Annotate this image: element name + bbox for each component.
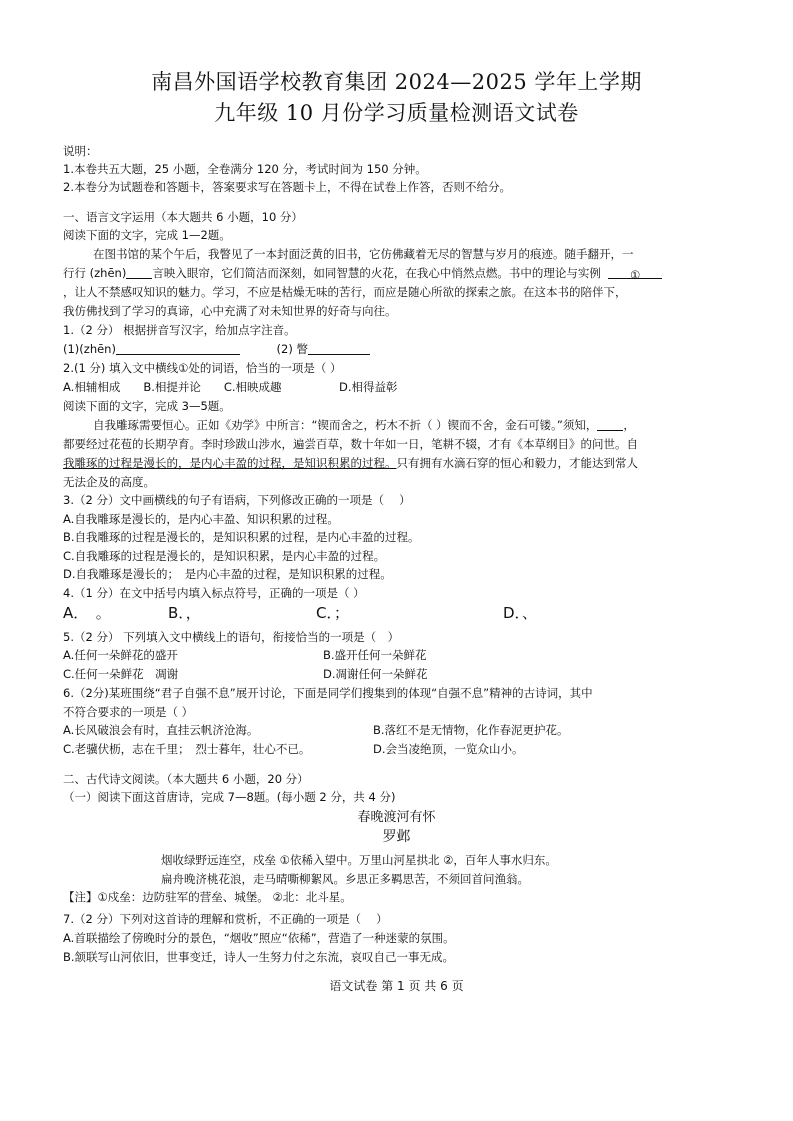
section1-heading: 一、语言文字运用（本大题共 6 小题，10 分） — [63, 210, 303, 224]
passage1-line1: 在图书馆的某个午后，我瞥见了一本封面泛黄的旧书，它仿佛藏着无尽的智慧与岁月的痕迹。随手翻开，一 — [93, 247, 634, 261]
underlined-sentence: 我雕琢的过程是漫长的，是内心丰盈的过程，是知识积累的过程。 — [63, 456, 397, 470]
question-3: 3.（2 分）文中画横线的句子有语病，下列修改正确的一项是（ ） — [63, 493, 411, 507]
passage1-line4: 我仿佛找到了学习的真谛，心中充满了对未知世界的好奇与向往。 — [63, 304, 397, 318]
q6-option-c: C.老骥伏枥，志在千里； 烈士暮年，壮心不已。 — [63, 742, 311, 756]
question-1: 1.（2 分） 根据拼音写汉字，给加点字注音。 — [63, 323, 296, 337]
q6-option-d: D.会当凌绝顶，一览众山小。 — [373, 742, 524, 756]
q4-option-a: A． 。 — [63, 604, 111, 622]
question-5: 5.（2 分） 下列填入文中横线上的语句，衔接恰当的一项是（ ） — [63, 630, 400, 644]
q1-blank-2 — [308, 342, 370, 355]
q1-item-2: (2) 瞥 — [276, 342, 308, 356]
q4-option-d: D．、 — [503, 604, 538, 622]
passage2-line4: 无法企及的高度。 — [63, 475, 155, 489]
q1-blank-1 — [116, 342, 240, 355]
passage2-line3 — [63, 454, 638, 472]
instruction-item-2: 2.本卷分为试题卷和答题卡，答案要求写在答题卡上，不得在试卷上作答，否则不给分。 — [63, 180, 511, 194]
instruction-item-1: 1.本卷共五大题，25 小题，全卷满分 120 分，考试时间为 150 分钟。 — [63, 162, 427, 176]
passage1-line3: ，让人不禁感叹知识的魅力。学习，不应是枯燥无味的苦行，而应是随心所欲的探索之旅。在这本书的陪伴下， — [63, 285, 627, 299]
q7-option-b: B.颔联写山河依旧，世事变迁，诗人一生努力付之东流，哀叹自己一事无成。 — [63, 950, 455, 964]
passage2-intro: 阅读下面的文字，完成 3—5题。 — [63, 399, 231, 413]
question-2-options: A.相辅相成 B.相提并论 C.相映成趣 D.相得益彰 — [63, 380, 398, 394]
question-2: 2.(1 分) 填入文中横线①处的词语，恰当的一项是（ ） — [63, 361, 342, 375]
q4-option-c: C．； — [316, 604, 349, 622]
poem-title: 春晚渡河有怀 — [357, 810, 436, 825]
blank-zhen — [126, 266, 152, 279]
q5-option-b: B.盛开任何一朵鲜花 — [323, 648, 427, 662]
poem-note: 【注】①戍垒：边防驻军的营垒、城堡。 ②北：北斗星。 — [63, 890, 352, 904]
q3-option-a: A.自我雕琢是漫长的，是内心丰盈、知识积累的过程。 — [63, 512, 339, 526]
passage1-line2 — [63, 264, 662, 282]
section2-heading: 二、古代诗文阅读。（本大题共 6 小题，20 分） — [63, 772, 309, 786]
blank-1 — [608, 266, 662, 282]
exam-title-line2: 九年级 10 月份学习质量检测语文试卷 — [214, 101, 579, 125]
section2-sub-heading: （一）阅读下面这首唐诗，完成 7—8题。(每小题 2 分，共 4 分) — [63, 790, 396, 804]
instructions-label: 说明： — [63, 144, 98, 158]
passage2-line3-rest: 只有拥有水滴石穿的恒心和毅力，才能达到常人 — [396, 456, 638, 470]
q6-option-a: A.长风破浪会有时，直挂云帆济沧海。 — [63, 723, 259, 737]
poem-line-1: 烟收绿野远连空，戍垒 ①依稀入望中。万里山河星拱北 ②，百年人事水归东。 — [161, 853, 557, 867]
q7-option-a: A.首联描绘了傍晚时分的景色，“烟收”照应“依稀”，营造了一种迷蒙的氛围。 — [63, 931, 455, 945]
q3-option-d: D.自我雕琢是漫长的； 是内心丰盈的过程，是知识积累的过程。 — [63, 567, 392, 581]
passage2-line1 — [93, 416, 635, 434]
blank-passage2 — [597, 418, 623, 431]
question-6-line2: 不符合要求的一项是（ ） — [63, 705, 194, 719]
blank-1-marker: ① — [629, 268, 641, 282]
q6-option-b: B.落红不是无情物，化作春泥更护花。 — [373, 723, 569, 737]
question-1-answers — [63, 340, 370, 358]
q3-option-b: B.自我雕琢的过程是漫长的，是知识积累的过程，是内心丰盈的过程。 — [63, 530, 420, 544]
passage1-intro: 阅读下面的文字，完成 1—2题。 — [63, 228, 231, 242]
passage2-text: 自我雕琢需要恒心。正如《劝学》中所言：“锲而舍之，朽木不折（ ）锲而不舍，金石可镂。”须知， — [93, 418, 598, 432]
q5-option-a: A.任何一朵鲜花的盛开 — [63, 648, 178, 662]
passage2-line2: 都要经过花苞的长期孕育。李时珍跋山涉水，遍尝百草，数十年如一日，笔耕不辍，才有《本草纲目》的问世。自 — [63, 437, 638, 451]
exam-title-line1: 南昌外国语学校教育集团 2024—2025 学年上学期 — [151, 70, 642, 94]
question-4: 4.（1 分）在文中括号内填入标点符号，正确的一项是（ ） — [63, 586, 365, 600]
q5-option-d: D.凋谢任何一朵鲜花 — [323, 667, 428, 681]
question-6-line1: 6.（2分)某班围绕“君子自强不息”展开讨论，下面是同学们搜集到的体现“自强不息”精神的古诗词，其中 — [63, 686, 593, 700]
q3-option-c: C.自我雕琢的过程是漫长的，是知识积累，是内心丰盈的过程。 — [63, 549, 386, 563]
q1-item-1: (1)(zhēn) — [63, 342, 116, 356]
poem-author: 罗邺 — [382, 829, 411, 845]
q4-option-b: B．， — [168, 604, 201, 622]
poem-line-2: 扁舟晚济桃花浪，走马晴嘶柳絮风。乡思正多羁思苦，不须回首问渔翁。 — [161, 872, 529, 886]
passage1-text: 言映入眼帘，它们简洁而深刻，如同智慧的火花，在我心中悄然点燃。书中的理论与实例 — [152, 266, 601, 280]
page-footer: 语文试卷 第 1 页 共 6 页 — [329, 979, 464, 993]
passage2-comma: ， — [623, 418, 635, 432]
question-7: 7.（2 分）下列对这首诗的理解和赏析，不正确的一项是（ ） — [63, 912, 388, 926]
passage1-pinyin: 行行 (zhēn) — [63, 266, 127, 280]
q5-option-c: C.任何一朵鲜花 凋谢 — [63, 667, 179, 681]
